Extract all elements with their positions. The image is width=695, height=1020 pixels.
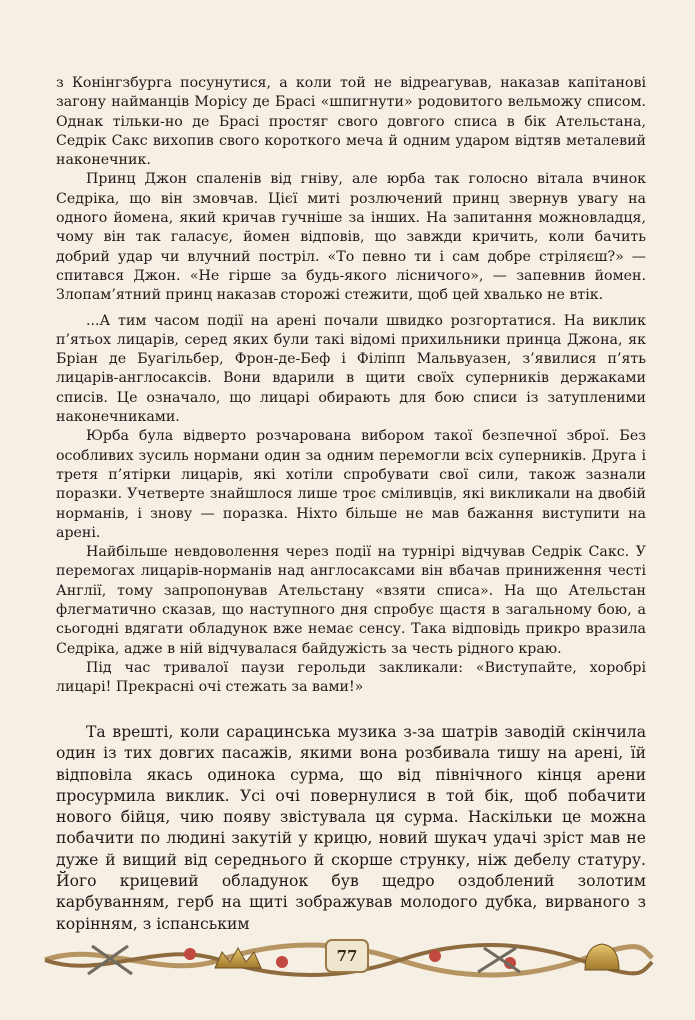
paragraph-1: з Конінгзбурга посунутися, а коли той не відреагував, наказав капітанові загону найманців Морісу де Брасі «шпигнути» родовитого вельможу списом. Однак тільки-но де Брасі простяг свого довгого списа в бік Ательстана, Седрік Сакс вихопив свого короткого меча й одним ударом відтяв металевий наконечник.	[56, 75, 646, 169]
original-text-excerpt	[56, 722, 646, 935]
paragraph-6: Під час тривалої паузи герольди закликали: «Виступайте, хоробрі лицарі! Прекрасні очі стежать за вами!»	[56, 659, 646, 696]
paragraph-3: ...А тим часом події на арені почали швидко розгортатися. На виклик п’ятьох лицарів, серед яких були такі відомі прихильники принца Джона, як Бріан де Буагільбер, Фрон-де-Беф і Філіпп Мальвуазен, з’явилися п’ять лицарів-англосаксів. Вони вдарили в щити своїх суперників держаками списів. Це означало, що лицарі обирають для бою списи із затупленими наконечниками.	[56, 312, 646, 426]
paragraph-2: Принц Джон спаленів від гніву, але юрба так голосно вітала вчинок Седріка, що він змовчав. Цієї миті розлючений принц звернув увагу на одного йомена, який кричав гучніше за інших. На запитання можновладця, чому він так галасує, йомен відповів, що завжди кричить, коли бачить добрий удар чи влучний постріл. «То певно ти і сам добре стріляєш?» — спитався Джон. «Не гірше за будь-якого лісничого», — запевнив йомен. Злопам’ятний принц наказав сторожі стежити, щоб цей хвалько не втік.	[56, 171, 646, 304]
paragraph-4: Юрба була відверто розчарована вибором такої безпечної зброї. Без особливих зусиль нормани один за одним перемогли всіх суперників. Друга і третя п’ятірки лицарів, які хотіли спробувати свої сили, також зазнали поразки. Учетверте знайшлося лише троє сміливців, які викликали на двобій норманів, і знову — поразка. Ніхто більше не мав бажання виступити на арені.	[56, 428, 646, 541]
page-number: 77	[336, 947, 358, 965]
retelling-text-section	[56, 74, 646, 698]
paragraph-7: Та врешті, коли сарацинська музика з-за шатрів заводій скінчила один із тих довгих пасажів, якими вона розбивала тишу на арені, їй відповіла якась одинока сурма, що від північного кінця арени просурмила виклик. Усі очі повернулися в той бік, щоб побачити нового бійця, чию появу звістувала ця сурма. Наскільки це можна побачити по людині закутій у крицю, новий шукач удачі зріст мав не дуже й вищий від середнього й скорше струнку, ніж дебелу статуру. Його крицевий обладунок був щедро оздоблений золотим карбуванням, герб на щиті зображував молодого дубка, вирваного з корінням, з іспанським	[56, 723, 646, 933]
decorative-footer	[40, 930, 655, 988]
paragraph-5: Найбільше невдоволення через події на турнірі відчував Седрік Сакс. У перемогах лицарів-норманів над англосаксами він вбачав приниження честі Англії, тому запропонував Ательстану «взяти списа». На що Ательстан флегматично сказав, що наступного дня спробує щастя в загальному бою, а сьогодні вдягати обладунок вже немає сенсу. Така відповідь прикро вразила Седріка, адже в ній відчувалася байдужість за честь рідного краю.	[56, 544, 646, 657]
